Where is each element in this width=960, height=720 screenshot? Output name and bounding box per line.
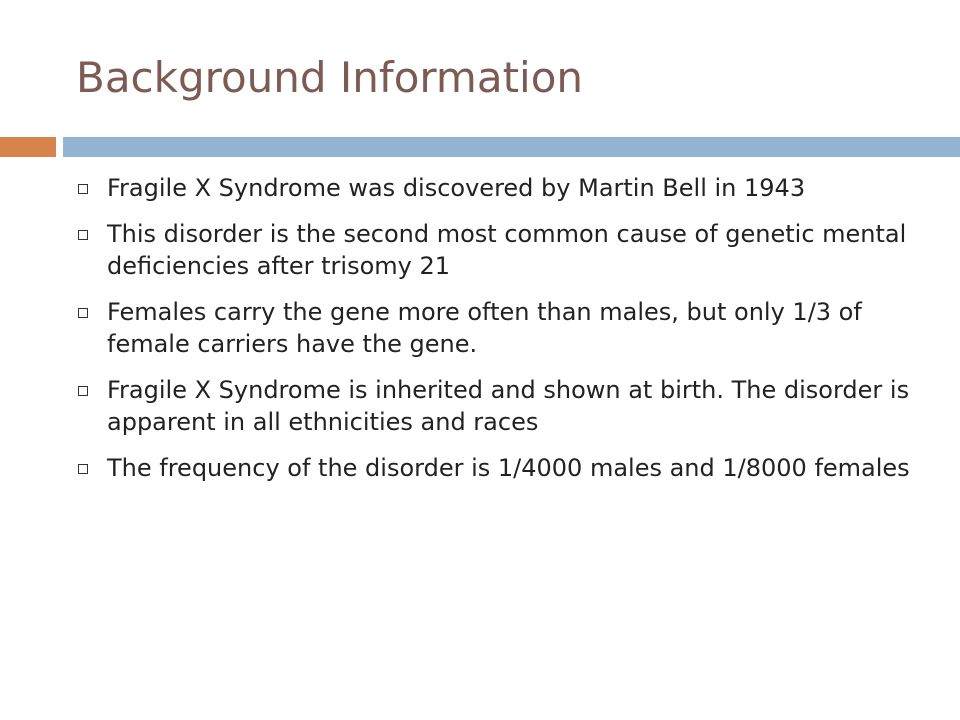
bullet-item bbox=[0, 296, 960, 360]
bullet-text: This disorder is the second most common cause of genetic mental deficiencies after trisomy 21 bbox=[107, 220, 907, 280]
bullet-item bbox=[0, 172, 960, 204]
bullet-item bbox=[0, 374, 960, 438]
bullet-list bbox=[0, 172, 960, 498]
square-bullet-icon bbox=[78, 308, 88, 318]
bullet-text: The frequency of the disorder is 1/4000 males and 1/8000 females bbox=[107, 454, 910, 482]
accent-bar bbox=[0, 137, 56, 157]
square-bullet-icon bbox=[78, 464, 88, 474]
square-bullet-icon bbox=[78, 230, 88, 240]
bullet-text: Females carry the gene more often than males, but only 1/3 of female carriers have the gene. bbox=[107, 298, 862, 358]
slide-title: Background Information bbox=[76, 53, 584, 102]
square-bullet-icon bbox=[78, 184, 88, 194]
bullet-text: Fragile X Syndrome was discovered by Martin Bell in 1943 bbox=[107, 174, 806, 202]
bullet-text: Fragile X Syndrome is inherited and shown at birth. The disorder is apparent in all ethnicities and races bbox=[107, 376, 910, 436]
bullet-item bbox=[0, 452, 960, 484]
title-rule-bar bbox=[63, 137, 960, 157]
bullet-item bbox=[0, 218, 960, 282]
square-bullet-icon bbox=[78, 386, 88, 396]
